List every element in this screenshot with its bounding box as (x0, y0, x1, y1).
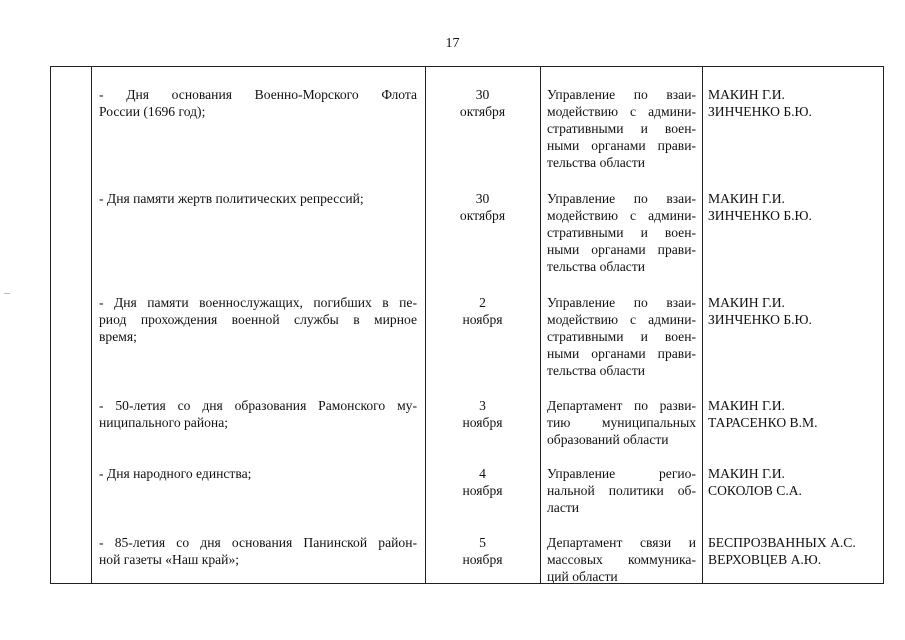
date-cell (425, 534, 540, 568)
date-day: 3 (479, 398, 486, 413)
responsible-name: ЗИНЧЕНКО Б.Ю. (708, 104, 812, 119)
responsible-name: МАКИН Г.И. (708, 295, 785, 310)
department-line: модействию с админи- (547, 104, 696, 119)
event-cell (99, 294, 417, 345)
date-day: 30 (475, 87, 490, 102)
department-cell (547, 465, 696, 516)
event-cell (99, 397, 417, 431)
department-line: тельства области (547, 155, 646, 170)
department-line: стративными и воен- (547, 329, 696, 344)
responsible-name: ВЕРХОВЦЕВ А.Ю. (708, 552, 822, 567)
event-line: - Дня основания Военно-Морского Флота (99, 87, 417, 102)
department-line: модействию с админи- (547, 312, 696, 327)
date-cell (425, 86, 540, 120)
department-cell (547, 86, 696, 171)
responsible-name: ТАРАСЕНКО В.М. (708, 415, 818, 430)
column-divider (702, 67, 703, 583)
responsible-name: ЗИНЧЕНКО Б.Ю. (708, 208, 812, 223)
date-cell (425, 294, 540, 328)
date-cell (425, 190, 540, 224)
event-line: - Дня памяти жертв политических репрессий; (99, 191, 364, 206)
department-line: стративными и воен- (547, 225, 696, 240)
responsible-name: МАКИН Г.И. (708, 191, 785, 206)
department-line: тию муниципальных (547, 415, 696, 430)
department-line: образований области (547, 432, 669, 447)
department-cell (547, 294, 696, 379)
department-line: Управление регио- (547, 466, 696, 481)
department-line: Управление по взаи- (547, 295, 696, 310)
department-line: Управление по взаи- (547, 191, 696, 206)
department-line: тельства области (547, 259, 646, 274)
event-line: - Дня памяти военнослужащих, погибших в пе- (99, 295, 417, 310)
department-line: тельства области (547, 363, 646, 378)
responsible-cell (708, 294, 884, 328)
department-line: Управление по взаи- (547, 87, 696, 102)
column-divider (91, 67, 92, 583)
event-line: - 85-летия со дня основания Панинской район- (99, 535, 417, 550)
department-cell (547, 397, 696, 448)
department-line: стративными и воен- (547, 121, 696, 136)
responsible-name: СОКОЛОВ С.А. (708, 483, 802, 498)
department-line: ными органами прави- (547, 138, 696, 153)
department-line: ными органами прави- (547, 346, 696, 361)
department-line: ными органами прави- (547, 242, 696, 257)
event-line: - Дня народного единства; (99, 466, 252, 481)
date-cell (425, 465, 540, 499)
event-line: России (1696 год); (99, 104, 206, 119)
event-cell (99, 190, 417, 207)
department-cell (547, 190, 696, 275)
event-cell (99, 465, 417, 482)
date-day: 5 (479, 535, 486, 550)
date-month: ноября (462, 312, 503, 327)
date-day: 4 (479, 466, 486, 481)
page-number: 17 (445, 36, 460, 51)
date-month: октября (459, 208, 506, 223)
date-month: ноября (462, 483, 503, 498)
date-day: 30 (475, 191, 490, 206)
responsible-name: МАКИН Г.И. (708, 466, 785, 481)
responsible-cell (708, 86, 884, 120)
events-table (50, 66, 884, 584)
event-cell (99, 534, 417, 568)
responsible-name: МАКИН Г.И. (708, 87, 785, 102)
column-divider (540, 67, 541, 583)
date-month: ноября (462, 415, 503, 430)
event-line: ниципального района; (99, 415, 229, 430)
event-line: ной газеты «Наш край»; (99, 552, 240, 567)
responsible-cell (708, 534, 884, 568)
event-line: - 50-летия со дня образования Рамонского му- (99, 398, 417, 413)
responsible-cell (708, 397, 884, 431)
responsible-name: ЗИНЧЕНКО Б.Ю. (708, 312, 812, 327)
responsible-name: БЕСПРОЗВАННЫХ А.С. (708, 535, 856, 550)
date-cell (425, 397, 540, 431)
department-line: ций области (547, 569, 618, 584)
department-line: нальной политики об- (547, 483, 696, 498)
department-cell (547, 534, 696, 585)
responsible-cell (708, 190, 884, 224)
responsible-cell (708, 465, 884, 499)
department-line: Департамент связи и (547, 535, 696, 550)
date-day: 2 (479, 295, 486, 310)
date-month: октября (459, 104, 506, 119)
department-line: модействию с админи- (547, 208, 696, 223)
event-line: время; (99, 329, 137, 344)
event-line: риод прохождения военной службы в мирное (99, 312, 417, 327)
department-line: Департамент по разви- (547, 398, 696, 413)
department-line: массовых коммуника- (547, 552, 696, 567)
event-cell (99, 86, 417, 120)
date-month: ноября (462, 552, 503, 567)
department-line: ласти (547, 500, 580, 515)
responsible-name: МАКИН Г.И. (708, 398, 785, 413)
margin-mark (4, 293, 10, 294)
